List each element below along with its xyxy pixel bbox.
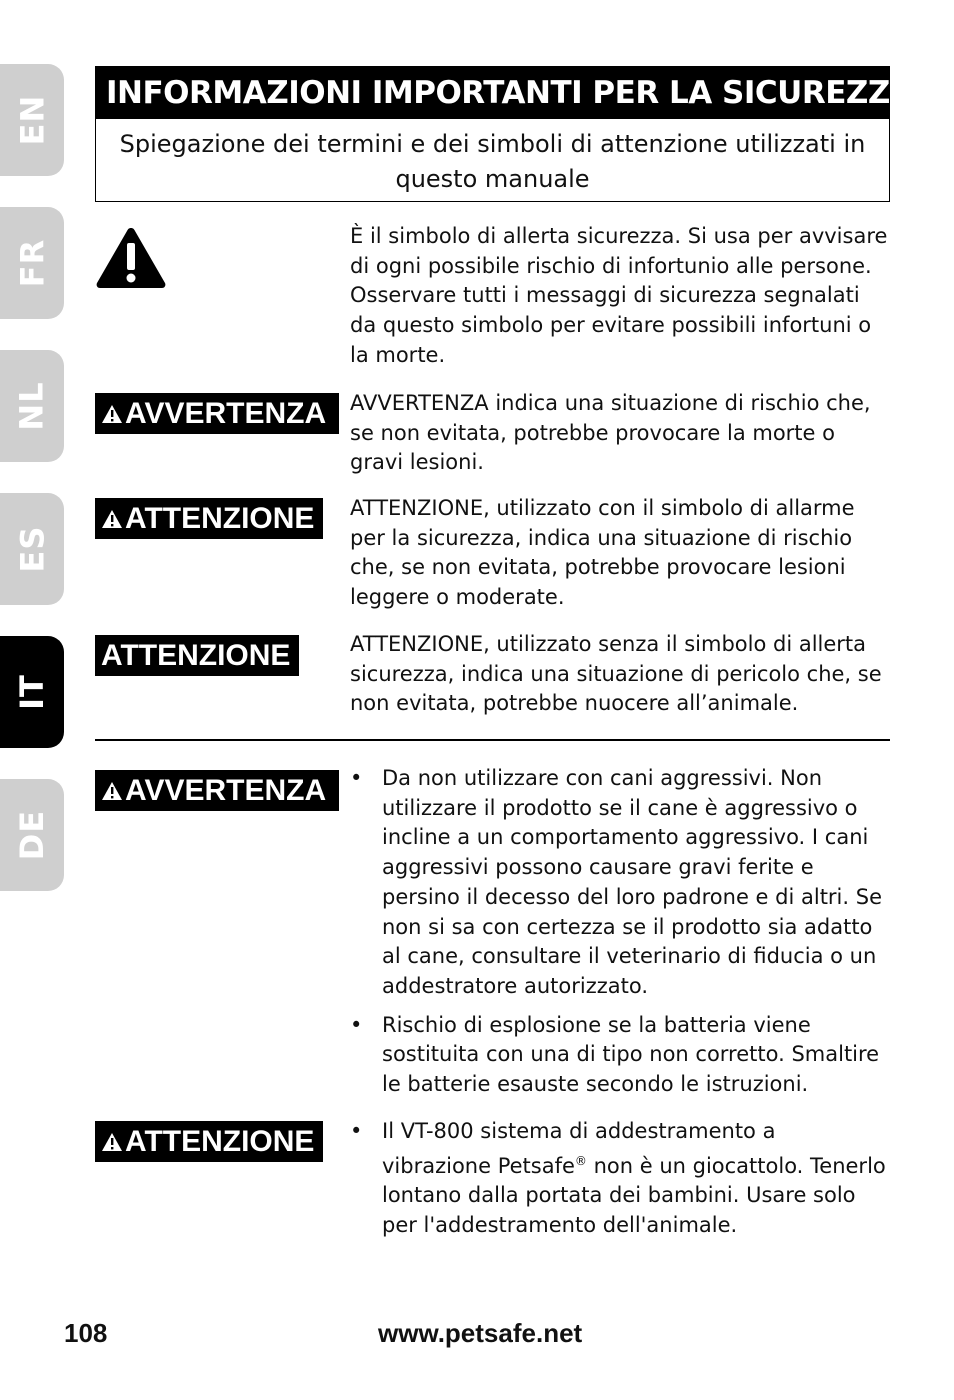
list-item-text: Da non utilizzare con cani aggressivi. Non utilizzare il prodotto se il cane è aggressivo o incline a un comportamento aggressivo. I cani aggressivi possono causare gravi ferite e persino il decesso del loro padrone e di altri. Se non si sa con certezza se il prodotto sia adatto al cane, consultare il veterinario di fiducia o un addestratore autorizzato. (382, 766, 882, 998)
warning-triangle-icon (101, 781, 123, 801)
warning-definition-text: AVVERTENZA indica una situazione di rischio che, se non evitata, potrebbe provocare la morte o gravi lesioni. (350, 391, 871, 475)
caution-plain-label-text: ATTENZIONE (101, 639, 291, 672)
tab-de[interactable] (0, 779, 64, 891)
warning-triangle-icon (101, 1132, 123, 1152)
caution-plain-label (95, 635, 299, 676)
tab-it[interactable] (0, 636, 64, 748)
warnings-label (95, 770, 339, 811)
registered-mark: ® (574, 1153, 587, 1168)
section-header (95, 66, 914, 202)
tab-fr[interactable] (0, 207, 64, 319)
divider (95, 739, 890, 741)
section-title: INFORMAZIONI IMPORTANTI PER LA SICUREZZA (96, 67, 889, 119)
tab-nl[interactable] (0, 350, 64, 462)
list-item (350, 764, 890, 1002)
list-item-text-continued: non è un giocattolo. Tenerlo lontano dalla portata dei bambini. Usare solo per l'addestramento dell'animale. (382, 1153, 886, 1238)
warning-label-text: AVVERTENZA (125, 397, 327, 430)
cautions-label (95, 1121, 323, 1162)
section-subtitle: Spiegazione dei termini e dei simboli di attenzione utilizzati in questo manuale (119, 130, 866, 193)
caution-definition-text: ATTENZIONE, utilizzato con il simbolo di allarme per la sicurezza, indica una situazione di rischio che, se non evitata, potrebbe provocare lesioni leggere o moderate. (350, 496, 855, 610)
safety-alert-triangle-icon (95, 226, 167, 290)
list-item-text: Il VT-800 sistema di addestramento a vibrazione Petsafe (382, 1119, 776, 1178)
alert-symbol-row (95, 222, 890, 372)
caution-definition-row (95, 494, 890, 614)
tab-label: IT (12, 674, 51, 710)
tab-label: FR (13, 238, 51, 288)
tab-label: ES (13, 525, 51, 573)
cautions-section (95, 1117, 890, 1247)
cautions-label-text: ATTENZIONE (125, 1125, 315, 1158)
warnings-list (350, 764, 890, 1109)
bullet: • (350, 1119, 363, 1143)
warning-definition-row (95, 389, 890, 479)
warning-triangle-icon (101, 404, 123, 424)
warning-label (95, 393, 339, 434)
bullet: • (350, 1012, 363, 1037)
tab-label: DE (12, 809, 51, 861)
page-number: 108 (64, 1318, 108, 1348)
list-item (350, 1117, 890, 1241)
list-item (350, 1011, 890, 1100)
warning-triangle-icon (101, 509, 123, 529)
tab-en[interactable] (0, 64, 64, 176)
alert-symbol-description: È il simbolo di allerta sicurezza. Si usa per avvisare di ogni possibile rischio di infortunio alle persone. Osservare tutti i messaggi di sicurezza segnalati da questo simbolo per evitare possibili infortuni o la morte. (350, 224, 888, 367)
bullet: • (350, 766, 363, 790)
caution-label-text: ATTENZIONE (125, 502, 315, 535)
list-item-text: Rischio di esplosione se la batteria viene sostituita con una di tipo non corretto. Smaltire le batterie esauste secondo le istruzioni. (382, 1012, 880, 1097)
website-link[interactable]: www.petsafe.net (378, 1318, 583, 1348)
caution-plain-definition-row (95, 630, 890, 725)
caution-label (95, 498, 323, 539)
tab-label: NL (12, 381, 51, 431)
tab-es[interactable] (0, 493, 64, 605)
warnings-label-text: AVVERTENZA (125, 774, 327, 807)
tab-label: EN (12, 94, 51, 146)
caution-plain-definition-text: ATTENZIONE, utilizzato senza il simbolo di allerta sicurezza, indica una situazione di pericolo che, se non evitata, potrebbe nuocere all’animale. (350, 632, 882, 716)
warnings-section (95, 764, 890, 1104)
cautions-list (350, 1117, 890, 1250)
